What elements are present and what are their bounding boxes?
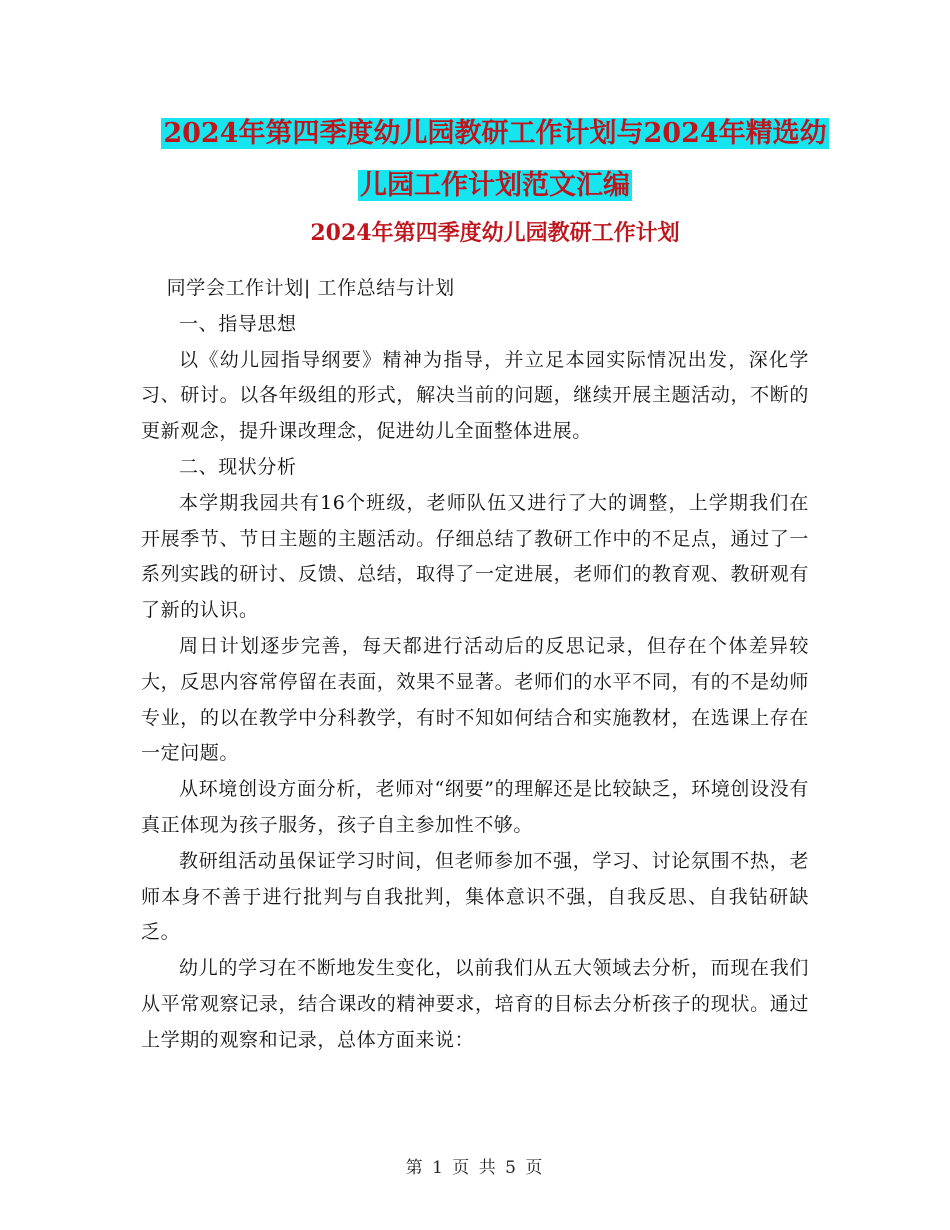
paragraph: 从环境创设方面分析，老师对“纲要”的理解还是比较缺乏，环境创设没有真正体现为孩子服务，孩子自主参加性不够。 xyxy=(141,778,809,836)
document-title-line-1: 2024年第四季度幼儿园教研工作计划与2024年精选幼 xyxy=(163,118,827,149)
paragraph: 教研组活动虽保证学习时间，但老师参加不强，学习、讨论氛围不热，老师本身不善于进行批判与自我批判，集体意识不强，自我反思、自我钻研缺乏。 xyxy=(141,849,809,944)
document-body xyxy=(141,271,809,1059)
paragraph: 幼儿的学习在不断地发生变化，以前我们从五大领域去分析，而现在我们从平常观察记录，结合课改的精神要求，培育的目标去分析孩子的现状。通过上学期的观察和记录，总体方面来说： xyxy=(141,957,809,1051)
document-title-line-2: 儿园工作计划范文汇编 xyxy=(360,170,630,201)
document-title xyxy=(140,108,850,212)
heading-status-analysis: 二、现状分析 xyxy=(179,455,297,478)
category-line: 同学会工作计划| 工作总结与计划 xyxy=(166,277,455,299)
paragraph: 以《幼儿园指导纲要》精神为指导，并立足本园实际情况出发，深化学习、研讨。以各年级组的形式，解决当前的问题，继续开展主题活动，不断的更新观念，提升课改理念，促进幼儿全面整体进展。 xyxy=(141,348,809,443)
heading-guiding-ideology: 一、指导思想 xyxy=(179,312,297,335)
paragraph: 本学期我园共有16个班级，老师队伍又进行了大的调整，上学期我们在开展季节、节日主题的主题活动。仔细总结了教研工作中的不足点，通过了一系列实践的研讨、反馈、总结，取得了一定进展，老师们的教育观、教研观有了新的认识。 xyxy=(141,491,809,622)
section-title: 2024年第四季度幼儿园教研工作计划 xyxy=(310,220,680,246)
page-number-footer: 第 1 页 共 5 页 xyxy=(405,1158,545,1178)
paragraph: 周日计划逐步完善，每天都进行活动后的反思记录，但存在个体差异较大，反思内容常停留在表面，效果不显著。老师们的水平不同，有的不是幼师专业，的以在教学中分科教学，有时不知如何结合和实施教材，在选课上存在一定问题。 xyxy=(141,634,809,765)
